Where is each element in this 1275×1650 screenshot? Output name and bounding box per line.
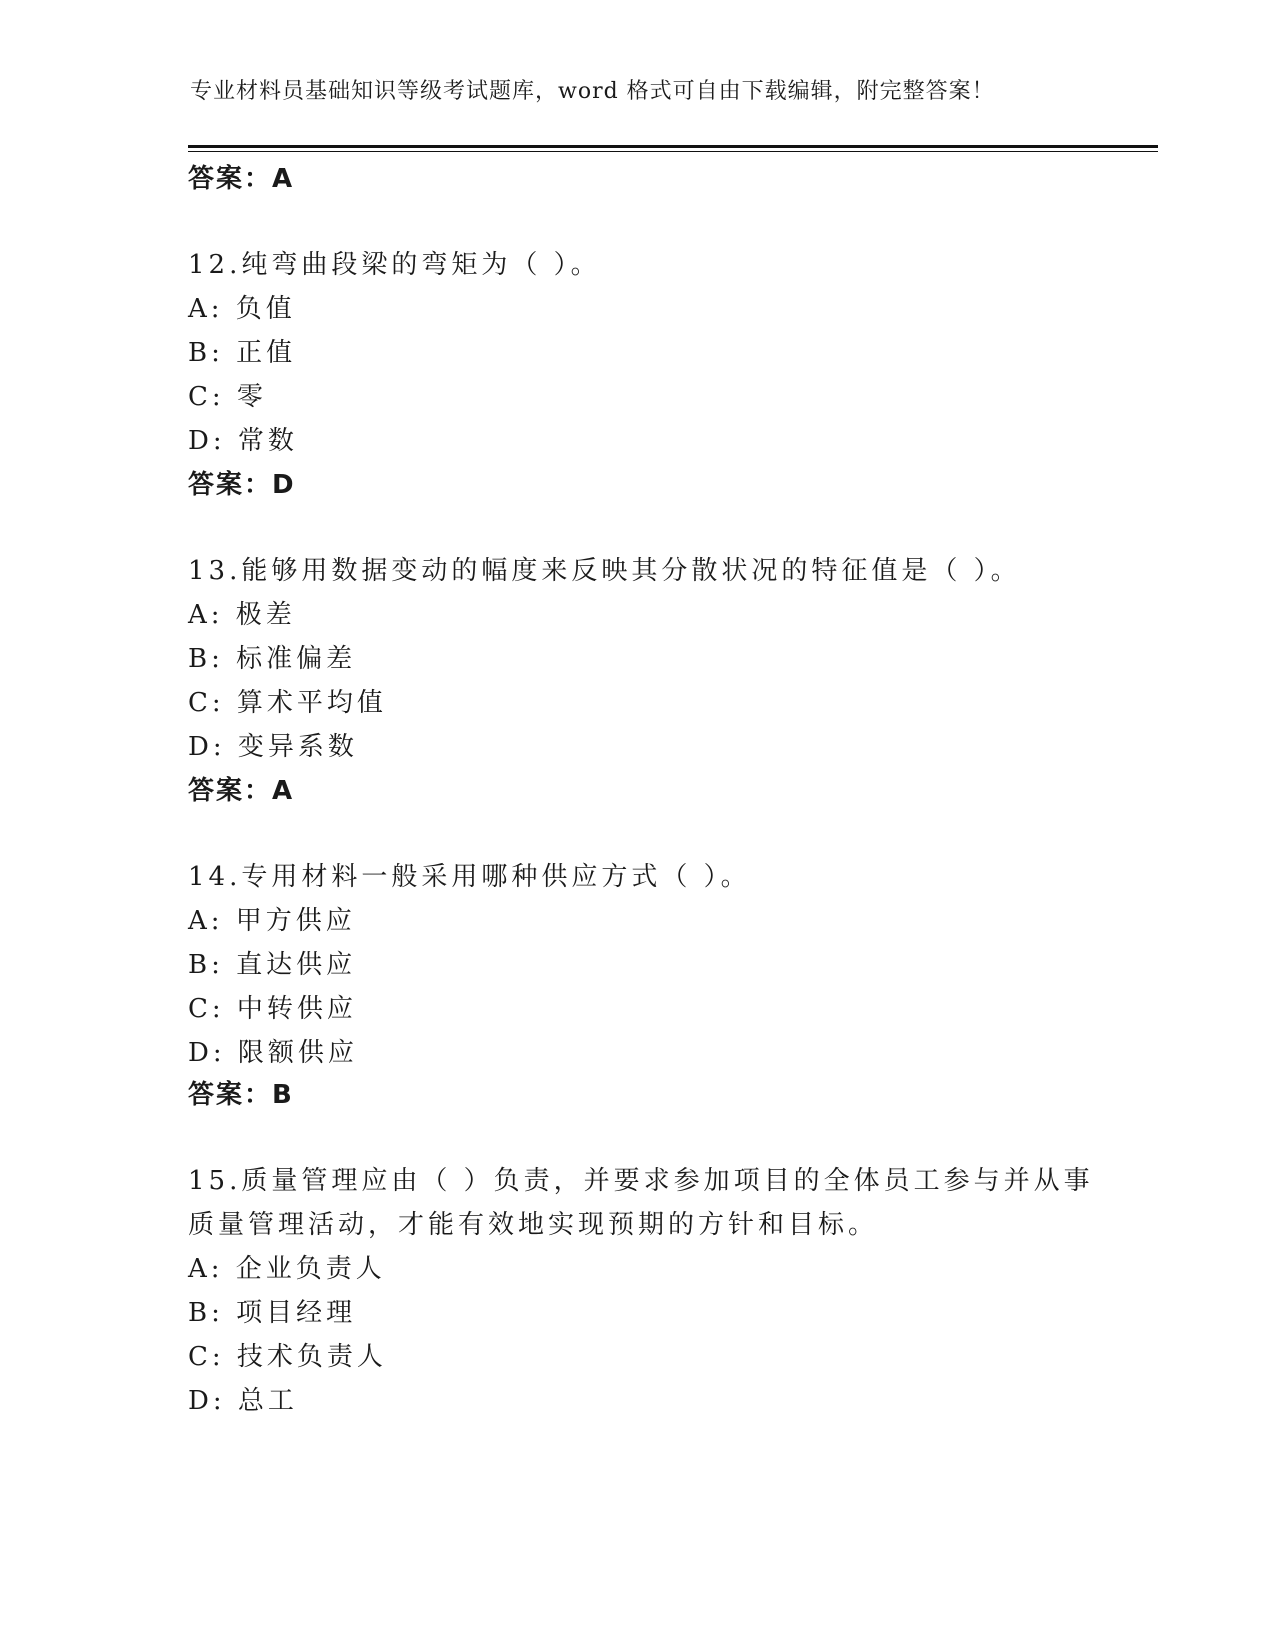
question-14-option-c: C: 中转供应 <box>188 994 357 1024</box>
question-13-stem: 13.能够用数据变动的幅度来反映其分散状况的特征值是（ ）。 <box>188 556 1021 586</box>
question-12-stem: 12.纯弯曲段梁的弯矩为（ ）。 <box>188 250 601 280</box>
answer-q12: 答案：D <box>188 470 296 500</box>
question-14-stem: 14.专用材料一般采用哪种供应方式（ ）。 <box>188 862 751 892</box>
question-14-option-d: D: 限额供应 <box>188 1038 358 1068</box>
answer-q14: 答案：B <box>188 1080 294 1110</box>
header-rule-thin <box>188 151 1158 152</box>
header-rule-thick <box>188 145 1158 148</box>
answer-q11: 答案：A <box>188 164 295 194</box>
question-15-stem-line1: 15.质量管理应由（ ）负责，并要求参加项目的全体员工参与并从事 <box>188 1166 1094 1196</box>
question-12-option-a: A: 负值 <box>188 294 296 324</box>
question-13-option-a: A: 极差 <box>188 600 296 630</box>
question-13-option-c: C: 算术平均值 <box>188 688 387 718</box>
question-15-option-c: C: 技术负责人 <box>188 1342 387 1372</box>
page-header: 专业材料员基础知识等级考试题库，word 格式可自由下载编辑，附完整答案！ <box>190 79 995 104</box>
question-12-option-c: C: 零 <box>188 382 267 412</box>
question-13-option-b: B: 标准偏差 <box>188 644 357 674</box>
question-14-option-a: A: 甲方供应 <box>188 906 356 936</box>
question-12-option-b: B: 正值 <box>188 338 297 368</box>
question-12-option-d: D: 常数 <box>188 426 298 456</box>
question-13-option-d: D: 变异系数 <box>188 732 358 762</box>
answer-q13: 答案：A <box>188 776 295 806</box>
question-15-option-d: D: 总工 <box>188 1386 298 1416</box>
question-14-option-b: B: 直达供应 <box>188 950 357 980</box>
question-15-option-b: B: 项目经理 <box>188 1298 357 1328</box>
question-15-stem-line2: 质量管理活动，才能有效地实现预期的方针和目标。 <box>188 1210 879 1240</box>
question-15-option-a: A: 企业负责人 <box>188 1254 386 1284</box>
